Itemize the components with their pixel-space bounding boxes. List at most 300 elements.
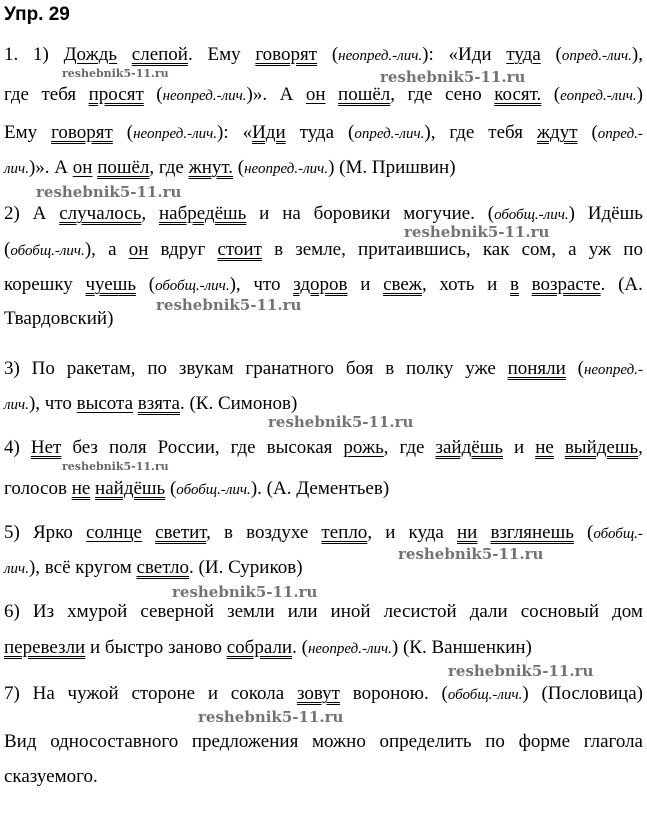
text-line: [4, 44, 643, 67]
word: [358, 239, 471, 262]
text-segment: неопред.-лич.: [307, 641, 392, 657]
text-segment: (: [441, 683, 448, 704]
word: [487, 274, 497, 297]
word: [408, 522, 443, 545]
text-segment: 7): [4, 683, 20, 704]
word: [231, 437, 256, 459]
word: [253, 274, 280, 297]
text-line: [4, 731, 643, 753]
text-segment: перевезли: [4, 637, 86, 658]
word: [435, 437, 503, 459]
word: [33, 203, 47, 226]
text-line: [4, 522, 643, 545]
word: [217, 239, 261, 262]
text-segment: ),: [229, 274, 241, 295]
text-segment: на: [282, 203, 301, 224]
word: [267, 437, 333, 459]
word: [332, 44, 434, 67]
word: [612, 601, 643, 623]
text-segment: и: [89, 637, 101, 658]
text-segment: По: [31, 358, 55, 379]
text-segment: Идёшь: [587, 203, 643, 224]
text-segment: «Иди: [448, 44, 492, 65]
text-segment: ,: [383, 437, 389, 458]
text-segment: полку: [406, 358, 454, 379]
text-line: [4, 203, 643, 226]
text-segment: лич.: [4, 161, 29, 177]
text-segment: стороне: [131, 683, 196, 704]
text-segment: форме: [518, 731, 571, 752]
text-segment: ),: [28, 393, 41, 414]
text-segment: туда: [299, 122, 335, 143]
text-segment: (И.: [198, 557, 224, 578]
text-segment: (: [156, 84, 163, 105]
word: [4, 44, 18, 67]
text-segment: и: [360, 274, 371, 295]
text-segment: ,: [390, 84, 395, 105]
watermark: reshebnik5-11.ru: [172, 583, 318, 601]
word: [33, 601, 54, 623]
text-segment: светло: [136, 557, 190, 578]
text-segment: как: [482, 239, 510, 260]
text-segment: лич.: [4, 397, 29, 413]
text-segment: светит: [155, 522, 207, 543]
word: [4, 239, 96, 262]
word: [246, 522, 308, 545]
text-segment: где: [399, 437, 425, 458]
text-segment: собрали: [226, 637, 293, 658]
word: [140, 601, 214, 623]
text-line: [4, 478, 643, 501]
text-segment: или: [287, 601, 318, 622]
text-segment: вдруг: [160, 239, 206, 260]
word: [274, 239, 283, 262]
text-segment: обобщ.-лич.: [10, 243, 85, 259]
exercise-title: Упр. 29: [4, 4, 70, 25]
word: [72, 437, 98, 459]
text-segment: могучие.: [403, 203, 475, 224]
text-segment: стоит: [217, 239, 262, 260]
word: [321, 522, 372, 545]
word: [41, 84, 76, 107]
text-segment: ни: [456, 522, 478, 543]
text-segment: Дождь: [63, 44, 118, 65]
text-segment: (А.: [266, 478, 292, 499]
text-segment: 3): [4, 358, 20, 379]
text-segment: жнут.: [188, 157, 234, 178]
word: [554, 84, 643, 107]
text-segment: ,: [206, 522, 211, 543]
watermark: reshebnik5-11.ru: [156, 296, 302, 314]
text-segment: (: [169, 478, 177, 499]
word: [132, 44, 193, 67]
text-segment: хмурой: [67, 601, 128, 622]
text-segment: не: [71, 478, 91, 499]
word: [457, 522, 477, 545]
word: [86, 274, 137, 297]
text-line: [4, 84, 643, 107]
word: [192, 731, 298, 753]
text-segment: дом: [612, 601, 643, 622]
text-segment: 1.: [4, 44, 19, 65]
word: [297, 683, 340, 706]
text-segment: (А.: [618, 274, 643, 295]
text-segment: опред.-: [597, 126, 643, 142]
word: [207, 44, 240, 67]
text-segment: заново: [168, 637, 222, 658]
text-segment: определить: [379, 731, 472, 752]
text-segment: голосов: [4, 478, 67, 499]
text-segment: 4): [4, 437, 20, 458]
text-line: [4, 393, 643, 416]
text-segment: предложения: [191, 731, 299, 752]
word: [383, 274, 427, 297]
word: [385, 358, 394, 381]
text-segment: опред.-лич.: [561, 48, 632, 64]
text-segment: просят: [88, 84, 144, 105]
word: [4, 437, 20, 459]
text-segment: (: [487, 203, 495, 224]
word: [156, 84, 267, 107]
word: [403, 203, 475, 226]
text-segment: А: [279, 84, 294, 105]
word: [508, 358, 566, 381]
text-segment: он: [305, 84, 326, 105]
text-segment: ),: [631, 44, 643, 65]
text-segment: .: [179, 393, 185, 414]
word: [331, 601, 371, 623]
text-segment: неопред.-лич.: [162, 88, 247, 104]
word: [67, 358, 136, 381]
word: [4, 358, 20, 381]
text-segment: в: [224, 522, 234, 543]
word: [568, 239, 576, 262]
text-segment: и: [207, 683, 219, 704]
text-segment: (К.: [189, 393, 214, 414]
text-line: [4, 683, 643, 706]
text-segment: России,: [157, 437, 220, 458]
text-segment: косят.: [494, 84, 542, 105]
word: [541, 683, 643, 706]
text-line: [4, 157, 643, 180]
text-segment: ждут: [536, 122, 578, 143]
word: [33, 522, 73, 545]
text-segment: где: [407, 84, 433, 105]
text-segment: взглянешь: [490, 522, 574, 543]
word: [4, 84, 29, 107]
text-segment: (М.: [339, 157, 368, 178]
word: [488, 203, 575, 226]
text-segment: )».: [246, 84, 268, 105]
text-segment: односоставного: [50, 731, 179, 752]
text-segment: ): [522, 683, 529, 704]
word: [494, 84, 541, 107]
text-segment: уже: [465, 358, 496, 379]
text-segment: На: [32, 683, 55, 704]
word: [245, 358, 334, 381]
word: [465, 358, 496, 381]
text-segment: неопред.-лич.: [338, 48, 423, 64]
text-segment: ):: [422, 44, 434, 65]
text-line: [4, 601, 643, 623]
text-segment: Ему: [4, 122, 38, 143]
text-segment: по: [147, 358, 168, 379]
watermark: reshebnik5-11.ru: [198, 708, 344, 726]
text-segment: сено: [444, 84, 482, 105]
text-segment: Иди: [252, 122, 286, 143]
word: [338, 84, 395, 107]
text-segment: (: [148, 274, 156, 295]
text-segment: и: [259, 203, 270, 224]
word: [147, 358, 167, 381]
word: [131, 683, 195, 706]
text-segment: .: [187, 44, 193, 65]
word: [68, 683, 119, 706]
text-line: [4, 766, 643, 788]
text-line: [4, 437, 643, 459]
text-segment: северной: [140, 601, 215, 622]
word: [4, 122, 37, 145]
word: [31, 437, 61, 459]
word: [149, 274, 241, 297]
text-segment: быстро: [104, 637, 164, 658]
text-segment: ): [391, 637, 399, 658]
text-segment: А: [54, 157, 69, 178]
text-segment: Ваншенкин): [431, 637, 532, 658]
text-segment: )».: [28, 157, 50, 178]
word: [306, 84, 326, 107]
text-segment: боя: [345, 358, 374, 379]
text-segment: ): [636, 84, 643, 105]
text-segment: свеж: [383, 274, 422, 295]
word: [483, 239, 510, 262]
text-segment: .: [292, 637, 297, 658]
text-segment: ),: [424, 122, 436, 143]
text-segment: ,: [421, 274, 427, 295]
word: [591, 122, 642, 145]
word: [179, 358, 234, 381]
watermark: reshebnik5-11.ru: [62, 460, 169, 473]
text-segment: ): [568, 203, 575, 224]
word: [565, 437, 643, 459]
word: [506, 44, 540, 67]
word: [280, 84, 294, 107]
text-segment: а: [108, 239, 117, 260]
word: [50, 731, 178, 753]
text-segment: Ярко: [32, 522, 73, 543]
text-segment: обобщ.-лич.: [494, 207, 569, 223]
text-segment: 6): [4, 601, 20, 622]
word: [578, 358, 643, 381]
word: [532, 274, 606, 297]
text-segment: высота: [76, 393, 134, 414]
text-segment: (: [331, 44, 339, 65]
text-segment: (: [301, 637, 308, 658]
text-segment: Из: [32, 601, 55, 622]
word: [224, 522, 233, 545]
text-segment: пошёл: [338, 84, 391, 105]
word: [33, 44, 49, 67]
word: [109, 437, 147, 459]
text-segment: всё: [44, 557, 71, 578]
word: [343, 437, 388, 459]
text-segment: ):: [217, 122, 229, 143]
text-segment: поняли: [507, 358, 566, 379]
text-segment: обобщ.-лич.: [447, 687, 523, 703]
text-segment: неопред.-: [583, 362, 643, 378]
word: [348, 122, 435, 145]
text-segment: хоть: [439, 274, 475, 295]
text-segment: обобщ.-: [593, 526, 643, 542]
word: [535, 437, 554, 459]
text-segment: неопред.-лич.: [133, 126, 218, 142]
word: [4, 601, 20, 623]
text-segment: можно: [311, 731, 366, 752]
word: [380, 731, 472, 753]
text-segment: слепой: [131, 44, 188, 65]
word: [255, 44, 317, 67]
word: [4, 731, 37, 753]
text-segment: тебя: [488, 122, 523, 143]
text-segment: кругом: [75, 557, 132, 578]
text-segment: вороною.: [352, 683, 429, 704]
text-segment: Дементьев): [296, 478, 390, 499]
text-segment: иной: [330, 601, 371, 622]
word: [360, 274, 370, 297]
word: [32, 358, 55, 381]
text-segment: пошёл: [97, 157, 150, 178]
word: [537, 122, 578, 145]
word: [522, 239, 556, 262]
word: [4, 203, 20, 226]
text-line: [4, 557, 643, 580]
word: [155, 522, 211, 545]
text-segment: в: [509, 274, 519, 295]
word: [129, 239, 149, 262]
text-segment: обобщ.-лич.: [155, 278, 230, 294]
word: [293, 274, 347, 297]
text-segment: что: [253, 274, 281, 295]
watermark: reshebnik5-11.ru: [268, 413, 414, 431]
word: [4, 274, 73, 297]
word: [282, 203, 301, 226]
word: [86, 522, 142, 545]
word: [439, 274, 474, 297]
text-segment: сказуемого.: [4, 766, 98, 787]
text-segment: ракетам,: [66, 358, 136, 379]
text-segment: ,: [367, 522, 373, 543]
text-segment: .: [600, 274, 606, 295]
text-segment: (: [591, 122, 598, 143]
text-segment: (: [4, 239, 11, 260]
text-segment: «: [242, 122, 253, 143]
word: [346, 358, 374, 381]
text-segment: гранатного: [245, 358, 335, 379]
word: [385, 522, 395, 545]
text-segment: (: [553, 84, 561, 105]
word: [470, 601, 508, 623]
text-segment: воздухе: [246, 522, 309, 543]
text-segment: неопред.-лич.: [244, 161, 329, 177]
word: [408, 84, 433, 107]
text-segment: 1): [33, 44, 49, 65]
watermark: reshebnik5-11.ru: [448, 662, 594, 680]
word: [406, 358, 453, 381]
text-segment: выйдешь: [564, 437, 639, 458]
word: [243, 122, 286, 145]
word: [485, 731, 505, 753]
word: [108, 239, 116, 262]
word: [59, 203, 146, 226]
word: [618, 274, 643, 297]
word: [208, 683, 218, 706]
word: [33, 683, 55, 706]
watermark: reshebnik5-11.ru: [36, 183, 182, 201]
word: [384, 601, 457, 623]
text-segment: (: [237, 157, 245, 178]
text-segment: сом,: [521, 239, 556, 260]
word: [67, 601, 127, 623]
word: [510, 274, 519, 297]
text-segment: чуешь: [85, 274, 137, 295]
text-segment: земли: [227, 601, 275, 622]
text-segment: уж: [588, 239, 612, 260]
text-segment: здоров: [293, 274, 348, 295]
word: [300, 122, 334, 145]
text-line: [4, 637, 643, 660]
text-segment: глагола: [583, 731, 643, 752]
word: [4, 683, 20, 706]
text-segment: лесистой: [383, 601, 457, 622]
text-segment: случалось: [59, 203, 142, 224]
text-segment: куда: [408, 522, 444, 543]
word: [259, 203, 269, 226]
text-segment: по: [485, 731, 505, 752]
text-segment: 2): [4, 203, 20, 224]
text-segment: говорят: [255, 44, 318, 65]
text-segment: Нет: [30, 437, 62, 458]
word: [231, 683, 284, 706]
text-segment: дали: [469, 601, 508, 622]
watermark: reshebnik5-11.ru: [404, 223, 550, 241]
word: [589, 239, 611, 262]
word: [488, 122, 523, 145]
text-segment: опред.-лич.: [354, 126, 425, 142]
text-segment: ,: [638, 437, 643, 458]
text-line: [4, 358, 643, 381]
text-segment: Твардовский): [4, 308, 114, 329]
word: [445, 84, 482, 107]
watermark: reshebnik5-11.ru: [380, 68, 526, 86]
word: [448, 44, 491, 67]
text-segment: рожь: [343, 437, 384, 458]
text-segment: Пришвин): [371, 157, 456, 178]
word: [587, 522, 643, 545]
text-segment: (: [555, 44, 562, 65]
text-segment: корешку: [4, 274, 73, 295]
text-line: [4, 122, 643, 145]
word: [521, 601, 599, 623]
text-segment: по: [623, 239, 643, 260]
text-segment: и: [487, 274, 498, 295]
text-segment: чужой: [67, 683, 119, 704]
text-segment: туда: [506, 44, 541, 65]
text-segment: где: [4, 84, 29, 105]
text-segment: в: [385, 358, 395, 379]
text-segment: что: [44, 393, 72, 414]
word: [127, 122, 229, 145]
text-segment: (: [577, 358, 584, 379]
